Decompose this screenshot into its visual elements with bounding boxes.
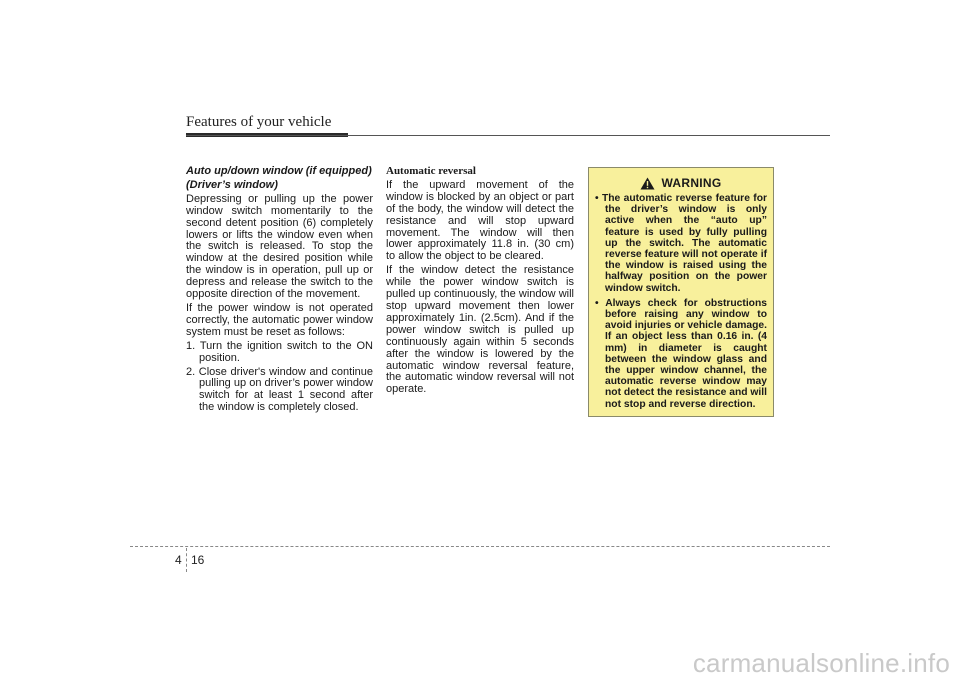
warning-box xyxy=(588,167,774,417)
page-number: 16 xyxy=(191,553,205,567)
auto-window-paragraph: Depressing or pulling up the power window switch momentarily to the second detent position (6) completely lowers or lifts the window even when the switch is released. To stop the window at the desired position while the window is in operation, pull up or depress and release the switch to the opposite direction of the movement. xyxy=(186,192,373,301)
warning-item: • The automatic reverse feature for the driver’s window is only active when the “auto up” feature is used by fully pulling up the switch. The automatic reverse feature will not operate if the window is raised using the halfway position on the power window switch. xyxy=(595,193,767,294)
reversal-paragraph-2: If the window detect the resistance while the power window switch is pulled up continuously, the window will stop upward movement then lower approximately 1in. (2.5cm). And if the power window switch is pulled up continuously again within 5 seconds after the window is lowered by the automatic window reversal feature, the automatic window reversal will not operate. xyxy=(386,264,574,396)
warning-item: • Always check for obstructions before raising any window to avoid injuries or vehicle damage. If an object less than 0.16 in. (4 mm) in diameter is caught between the window glass and the upper window channel, the automatic reverse window may not detect the resistance and will not stop and reverse direction. xyxy=(595,297,767,410)
middle-column xyxy=(386,166,574,398)
chapter-number: 4 xyxy=(175,553,182,567)
reset-step: 2. Close driver's window and continue pulling up on driver’s power window switch for at least 1 second after the window is completely closed. xyxy=(186,365,373,414)
auto-window-subheading-sub: (Driver’s window) xyxy=(186,178,278,191)
auto-window-subheading: Auto up/down window (if equipped) xyxy=(186,165,372,177)
reset-steps-list xyxy=(186,341,373,414)
warning-triangle-icon xyxy=(640,177,655,190)
warning-title: WARNING xyxy=(661,176,722,190)
warning-header xyxy=(595,176,767,190)
header-rule xyxy=(186,135,830,136)
warning-list xyxy=(595,193,767,410)
reset-step: 1. Turn the ignition switch to the ON position. xyxy=(186,339,373,364)
footer-divider xyxy=(186,548,187,572)
footer-rule xyxy=(130,546,830,547)
left-column xyxy=(186,166,373,416)
reset-intro-paragraph: If the power window is not operated correctly, the automatic power window system must be reset as follows: xyxy=(186,301,373,338)
reversal-paragraph: If the upward movement of the window is blocked by an object or part of the body, the window will detect the resistance and will stop upward movement. The window will then lower approximately 11.8 in. (30 cm) to allow the object to be cleared. xyxy=(386,178,574,263)
page-header-title: Features of your vehicle xyxy=(186,114,332,130)
watermark-logo: carmanualsonline.info xyxy=(692,648,950,678)
automatic-reversal-heading: Automatic reversal xyxy=(386,165,476,177)
